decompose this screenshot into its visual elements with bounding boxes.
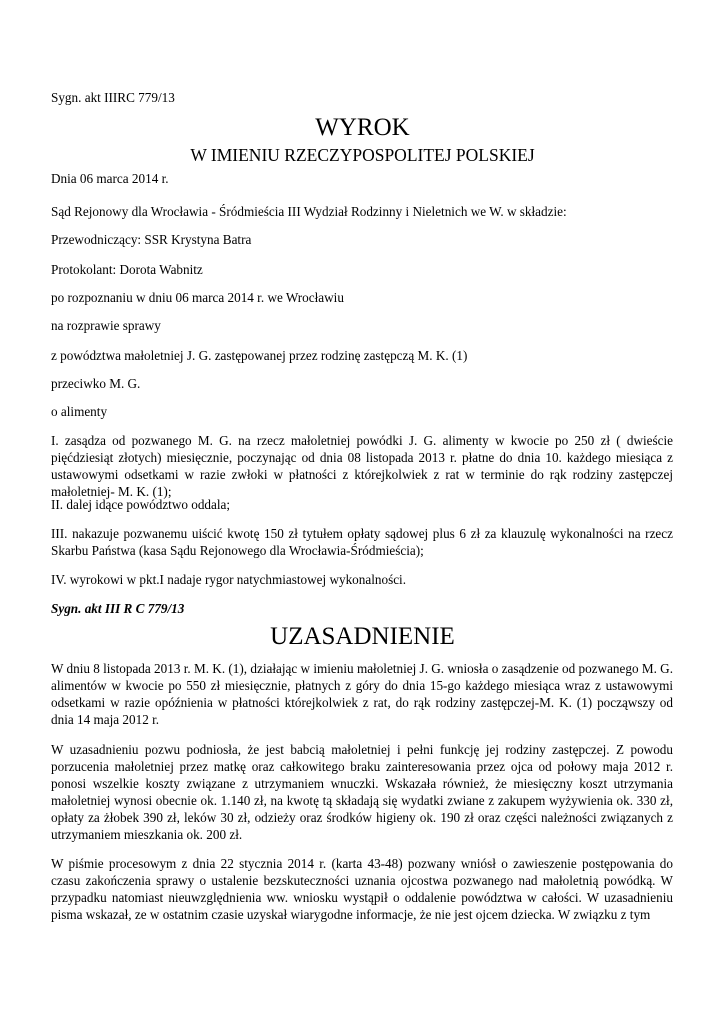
justification-paragraph: W uzasadnieniu pozwu podniosła, że jest babcią małoletniej i pełni funkcję jej rodziny zastępczej. Z powodu porzucenia małoletniej przez matkę oraz całkowitego braku zainteresowania przez ojca od połowy maja 2012 r. ponosi wszelkie koszty związane z utrzymaniem wnuczki. Wskazała również, że miesięczny koszt utrzymania małoletniej wynosi obecnie ok. 1.140 zł, na kwotę tą składają się wydatki zwiane z zakupem wyżywienia ok. 330 zł, opłaty za żłobek 390 zł, leków 30 zł, odzieży oraz środków higieny ok. 190 zł oraz części należności związanych z utrzymaniem mieszkania ok. 200 zł. (51, 742, 673, 842)
ruling-point-1: I. zasądza od pozwanego M. G. na rzecz małoletniej powódki J. G. alimenty w kwocie po 250 zł ( dwieście pięćdziesiąt złotych) miesięcznie, poczynając od dnia 08 listopada 2013 r. płatne do dnia 10. każdego miesiąca z ustawowymi odsetkami w razie zwłoki w płatności z którejkolwiek z rat w terminie do rąk rodziny zastępczej małoletniej- M. K. (1); (51, 433, 673, 499)
court-line: Sąd Rejonowy dla Wrocławia - Śródmieścia III Wydział Rodzinny i Nieletnich we W. w składzie: (51, 204, 567, 219)
justification-paragraph: W piśmie procesowym z dnia 22 stycznia 2014 r. (karta 43-48) pozwany wniósł o zawieszenie postępowania do czasu zakończenia sprawy o ustalenie bezskuteczności uznania ojcostwa pozwanego nad małoletnią powódką. W przypadku natomiast nieuwzględnienia ww. wniosku wystąpił o oddalenie powództwa w całości. W uzasadnieniu pisma wskazał, ze w ostatnim czasie uzyskał wiarygodne informacje, że nie jest ojcem dziecka. W związku z tym (51, 856, 673, 922)
case-reference-top: Sygn. akt IIIRC 779/13 (51, 90, 175, 105)
judgment-title: WYROK (315, 114, 410, 141)
judgment-subtitle: W IMIENIU RZECZYPOSPOLITEJ POLSKIEJ (190, 145, 535, 165)
ruling-point-2: II. dalej idące powództwo oddala; (51, 497, 231, 512)
ruling-point-4: IV. wyrokowi w pkt.I nadaje rygor natychmiastowej wykonalności. (51, 572, 407, 587)
justification-paragraph: W dniu 8 listopada 2013 r. M. K. (1), działając w imieniu małoletniej J. G. wniosła o zasądzenie od pozwanego M. G. alimentów w kwocie po 550 zł miesięcznie, płatnych z góry do dnia 15-go każdego miesiąca wraz z ustawowymi odsetkami w razie opóźnienia w płatności którejkolwiek z rat, do rąk rodziny zastępczej-M. K. (1) począwszy od dnia 14 maja 2012 r. (51, 661, 673, 727)
subject-line: o alimenty (51, 404, 108, 419)
date-line: Dnia 06 marca 2014 r. (51, 171, 169, 186)
plaintiff-line: z powództwa małoletniej J. G. zastępowanej przez rodzinę zastępczą M. K. (1) (51, 348, 468, 363)
session-line: na rozprawie sprawy (51, 318, 161, 333)
clerk-line: Protokolant: Dorota Wabnitz (51, 262, 203, 277)
chair-line: Przewodniczący: SSR Krystyna Batra (51, 232, 252, 247)
case-reference-2: Sygn. akt III R C 779/13 (51, 601, 185, 616)
hearing-line: po rozpoznaniu w dniu 06 marca 2014 r. we Wrocławiu (51, 290, 344, 305)
justification-title: UZASADNIENIE (270, 623, 455, 650)
defendant-line: przeciwko M. G. (51, 376, 141, 391)
ruling-point-3: III. nakazuje pozwanemu uiścić kwotę 150 zł tytułem opłaty sądowej plus 6 zł za klauzulę wykonalności na rzecz Skarbu Państwa (kasa Sądu Rejonowego dla Wrocławia-Śródmieścia); (51, 526, 673, 558)
